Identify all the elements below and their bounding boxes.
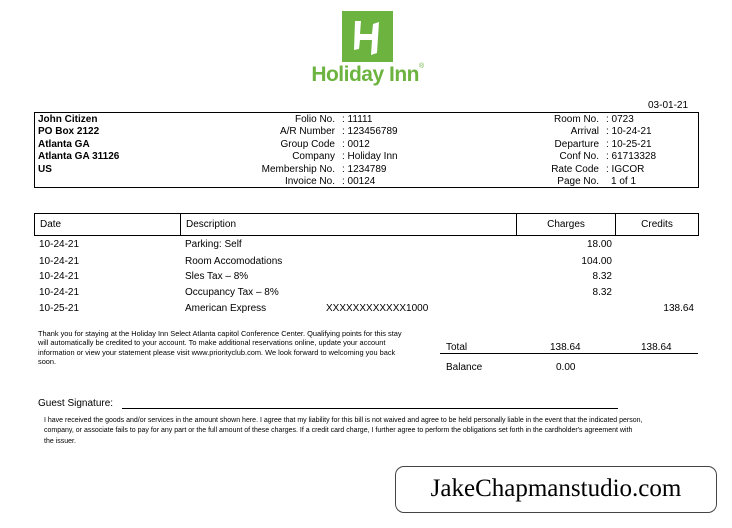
brand-name: Holiday Inn® <box>311 63 424 86</box>
thank-you-message: Thank you for staying at the Holiday Inn Select Atlanta capitol Conference Center. Qualifying points for this stay will automatically be credited to your account. To make additional reservations online, update your account information or view your statement please visit www.priorityclub.com. We look forward to welcoming you back soon. <box>38 329 402 366</box>
folio-value: : 0012 <box>342 138 370 150</box>
room-values <box>606 114 656 188</box>
column-header-date: Date <box>35 214 181 235</box>
folio-label: Invoice No. <box>284 176 335 188</box>
item-description: Parking: Self <box>185 239 242 250</box>
room-label: Room No. <box>553 114 599 125</box>
room-label: Conf No. <box>559 151 599 163</box>
folio-value: : 00124 <box>342 176 376 188</box>
folio-labels <box>200 114 335 188</box>
guest-country: US <box>38 163 52 175</box>
item-date: 10-24-21 <box>39 271 80 282</box>
total-label: Total <box>446 342 468 353</box>
item-description: American Express <box>185 303 267 314</box>
folio-label: Company <box>292 151 335 163</box>
total-credits: 138.64 <box>641 342 672 353</box>
folio-value: : 1234789 <box>342 163 387 175</box>
guest-address-line: PO Box 2122 <box>38 126 100 138</box>
room-value: : 61713328 <box>606 151 657 163</box>
totals-divider <box>440 353 698 354</box>
balance-label: Balance <box>446 362 483 373</box>
room-label: Rate Code <box>551 163 599 175</box>
item-description: Room Accomodations <box>185 256 283 267</box>
balance-value: 0.00 <box>556 362 576 373</box>
folio-label: Group Code <box>280 138 335 150</box>
folio-values <box>342 114 398 188</box>
folio-value: : 123456789 <box>342 126 398 138</box>
guest-address-line: Atlanta GA <box>38 138 90 150</box>
room-label: Page No. <box>557 176 599 188</box>
holiday-inn-logo-icon <box>342 11 393 62</box>
item-date: 10-24-21 <box>39 256 80 267</box>
item-charge: 18.00 <box>586 239 612 250</box>
folio-label: A/R Number <box>279 126 335 138</box>
invoice-date: 03-01-21 <box>648 100 689 111</box>
folio-value: : Holiday Inn <box>342 151 398 163</box>
room-value: : 0723 <box>606 114 634 125</box>
signature-line[interactable] <box>122 408 618 409</box>
item-date: 10-25-21 <box>39 303 80 314</box>
room-value: : IGCOR <box>606 163 645 175</box>
legal-disclaimer: I have received the goods and/or services in the amount shown here. I agree that my liability for this bill is not waived and agree to be held personally liable in the event that the indicated person, company, or associate fails to pay for any part or the full amount of these charges. If a credit card charge, I further agree to perform the obligations set forth in the cardholder's agreement with the issuer. <box>44 417 643 445</box>
item-description: Sles Tax – 8% <box>185 271 249 282</box>
room-label: Departure <box>554 138 599 150</box>
item-card-number: XXXXXXXXXXXX1000 <box>326 303 429 314</box>
signature-label: Guest Signature: <box>38 398 114 409</box>
room-labels <box>500 114 599 188</box>
item-credit: 138.64 <box>663 303 694 314</box>
watermark: JakeChapmanstudio.com <box>395 466 717 513</box>
item-date: 10-24-21 <box>39 287 80 298</box>
room-label: Arrival <box>570 126 599 138</box>
column-header-description: Description <box>181 214 517 235</box>
item-charge: 104.00 <box>581 256 612 267</box>
item-date: 10-24-21 <box>39 239 80 250</box>
column-header-charges: Charges <box>517 214 616 235</box>
room-value: : 10-25-21 <box>606 138 652 150</box>
guest-name: John Citizen <box>38 114 98 125</box>
item-description: Occupancy Tax – 8% <box>185 287 279 298</box>
total-charges: 138.64 <box>550 342 581 353</box>
item-charge: 8.32 <box>592 271 612 282</box>
folio-label: Membership No. <box>261 163 335 175</box>
folio-label: Folio No. <box>294 114 335 125</box>
item-charge: 8.32 <box>592 287 612 298</box>
guest-address-line: Atlanta GA 31126 <box>38 151 120 163</box>
line-items-header <box>34 213 699 236</box>
folio-value: : 11111 <box>342 114 373 125</box>
guest-address <box>38 114 119 176</box>
column-header-credits: Credits <box>641 219 673 230</box>
room-value: : 10-24-21 <box>606 126 652 138</box>
room-value: 1 of 1 <box>611 176 637 188</box>
